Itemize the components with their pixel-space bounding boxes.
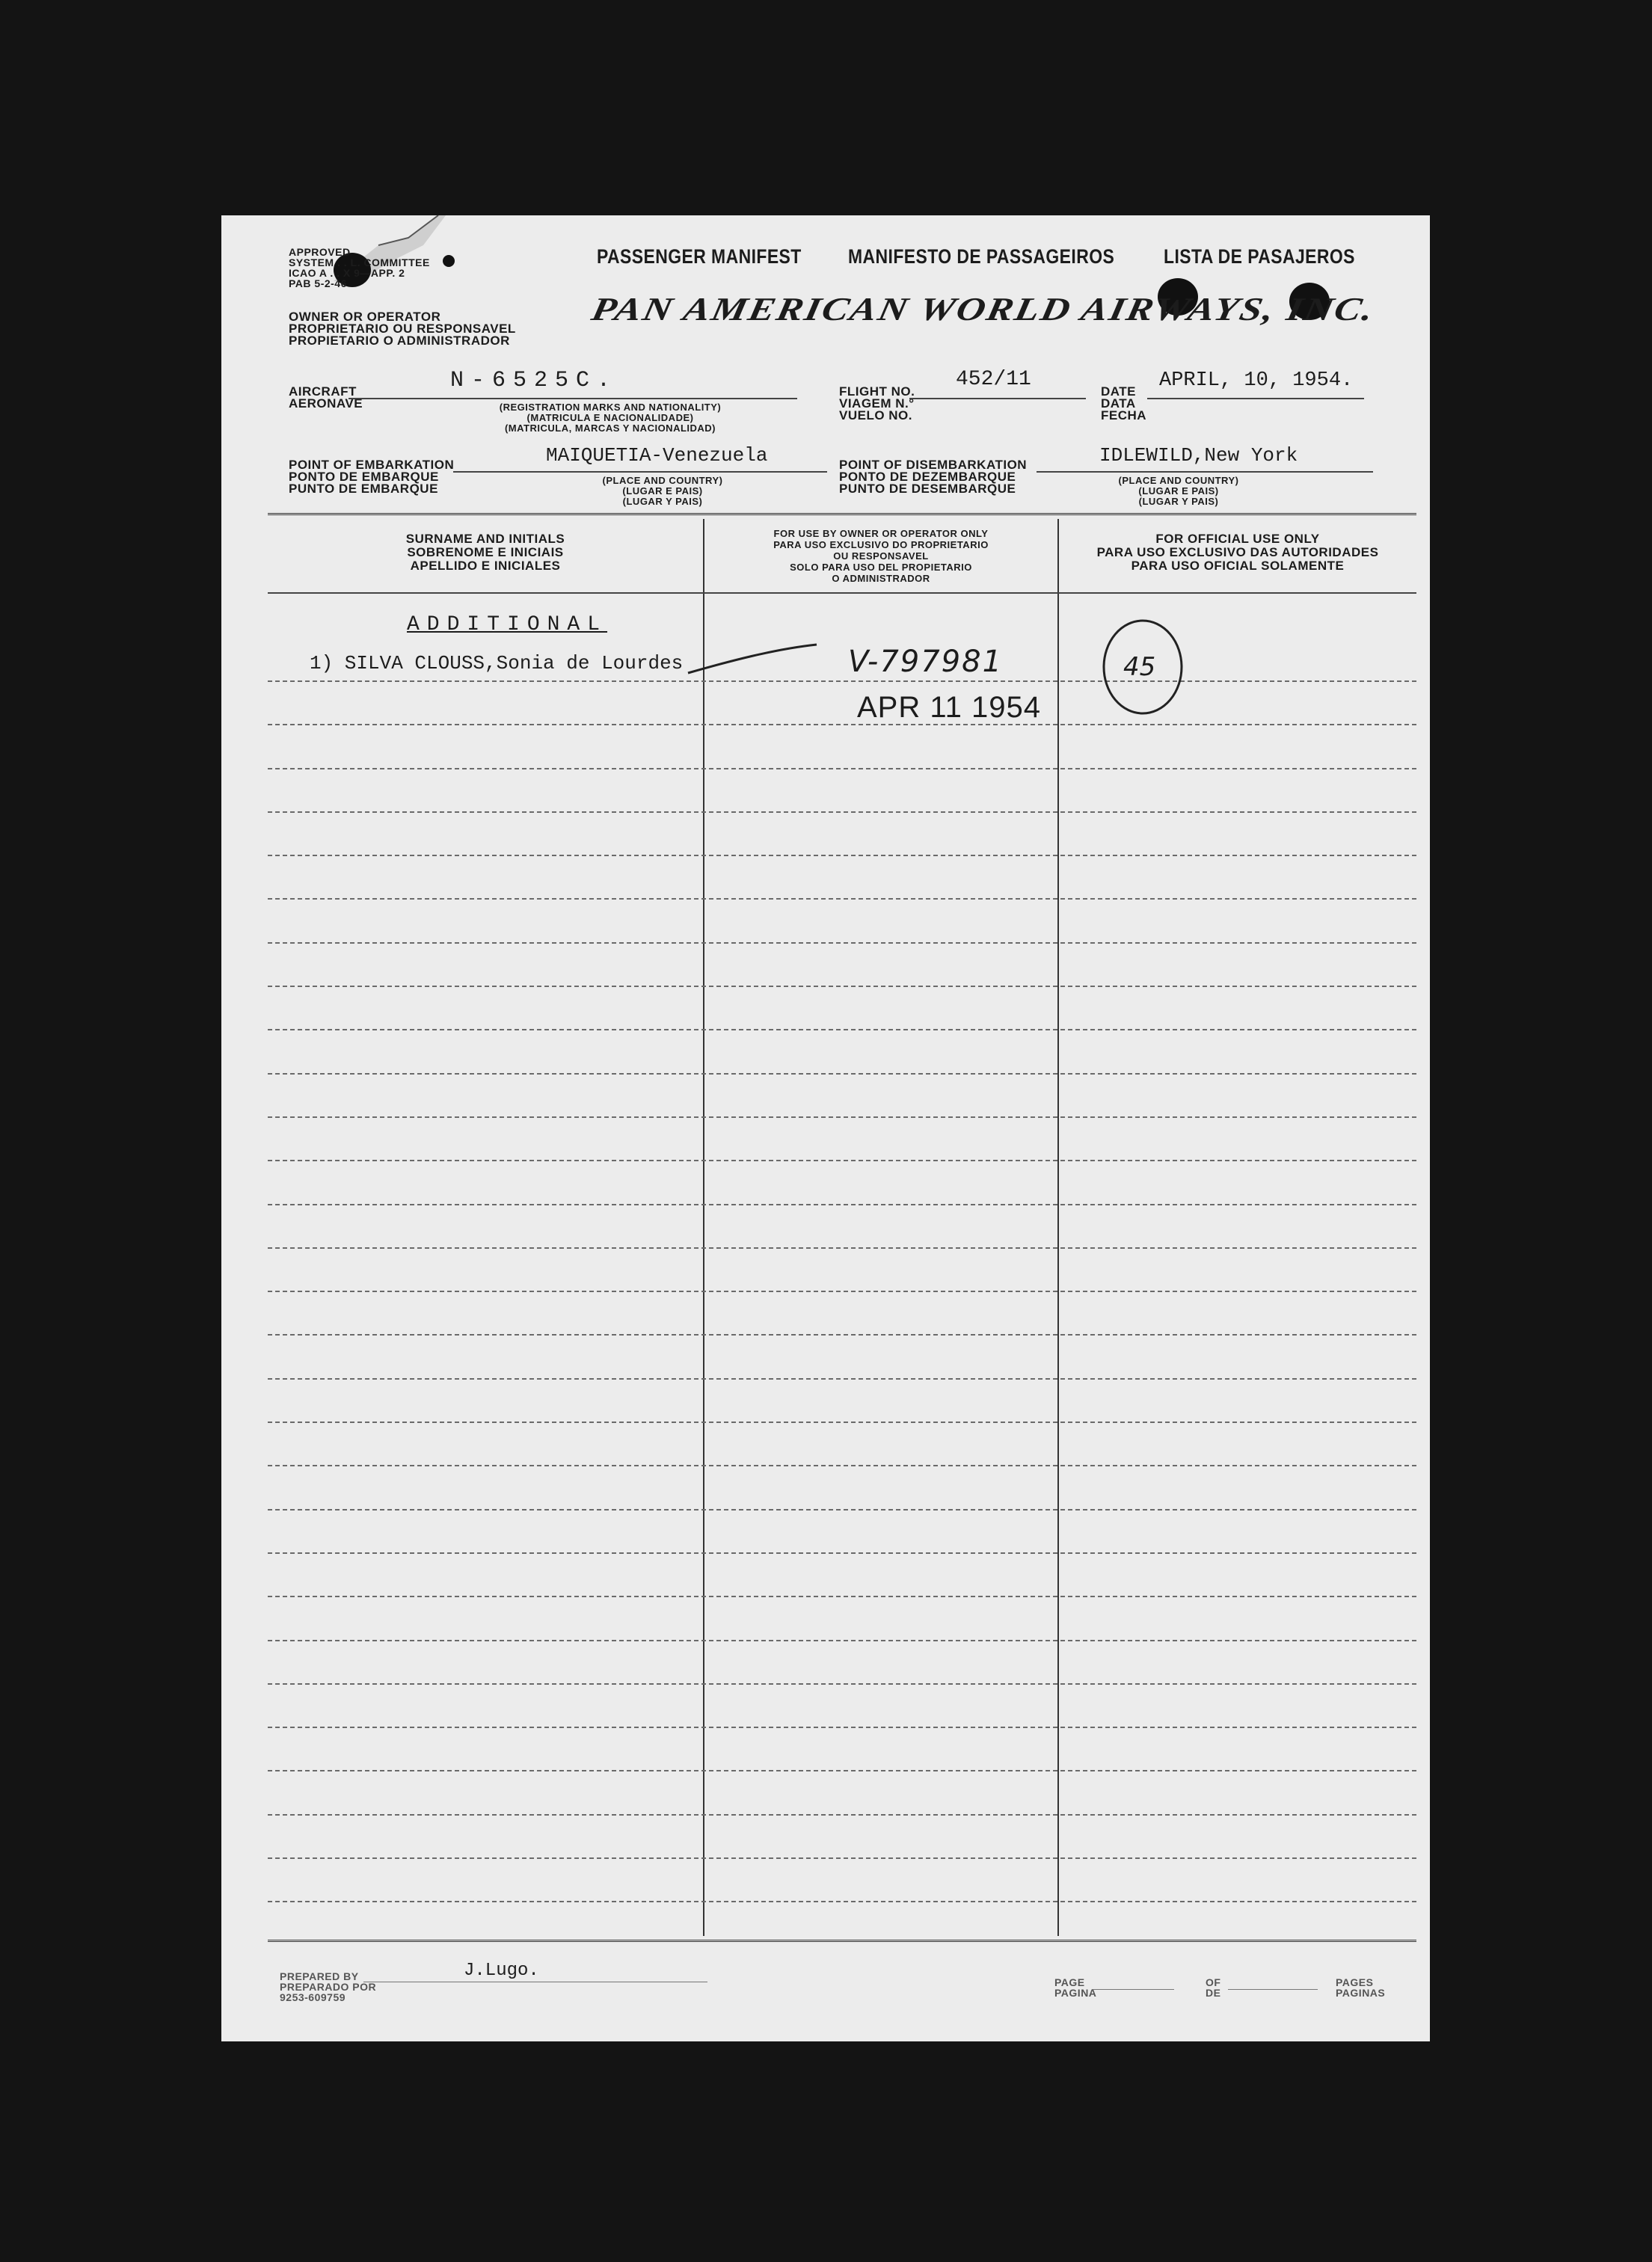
date-label-en: DATE [1101,384,1137,399]
page-label-en: PAGE [1054,1976,1085,1988]
approval-line-4: PAB 5-2-46 [289,277,347,289]
of-label-en: OF [1206,1976,1221,1988]
column-header-names-en: SURNAME AND INITIALS [405,532,565,546]
page-label-es: PAGINA [1054,1987,1097,1999]
pages-label-en: PAGES [1336,1976,1374,1988]
entries-heading: ADDITIONAL [407,613,608,636]
disembark-label-es: PUNTO DE DESEMBARQUE [839,482,1016,496]
disembark-sub-1: (PLACE AND COUNTRY) [1118,475,1239,486]
date-label-pt: DATA [1101,396,1136,411]
prepared-label-en: PREPARED BY [280,1970,359,1982]
flight-label-pt: VIAGEM N.° [839,396,915,411]
embark-label-es: PUNTO DE EMBARQUE [289,482,438,496]
column-header-owner-2: PARA USO EXCLUSIVO DO PROPRIETARIO [773,539,989,550]
ruled-line [268,1683,1416,1685]
disembark-sub-2: (LUGAR E PAIS) [1138,485,1219,497]
ruled-line [268,1378,1416,1380]
disembark-sublabels [1066,476,1291,507]
ruled-line [268,898,1416,900]
embark-value: MAIQUETIA-Venezuela [546,444,768,467]
ruled-line [268,1291,1416,1292]
ruled-line [268,1857,1416,1859]
flight-labels [839,386,915,422]
date-labels [1101,386,1146,422]
column-header-owner-1: FOR USE BY OWNER OR OPERATOR ONLY [773,528,989,539]
column-header-owner [704,528,1057,584]
aircraft-underline [348,398,797,399]
date-label-es: FECHA [1101,408,1147,422]
embark-sub-1: (PLACE AND COUNTRY) [602,475,723,486]
aircraft-sub-1: (REGISTRATION MARKS AND NATIONALITY) [499,402,722,413]
ruled-line [268,1247,1416,1249]
approval-line-1: APPROVED [289,246,351,258]
disembark-underline [1037,471,1373,473]
title-english: PASSENGER MANIFEST [597,245,802,268]
date-underline [1147,398,1364,399]
approval-block [289,247,430,289]
ruled-line [268,1509,1416,1510]
title-spanish: LISTA DE PASAJEROS [1164,245,1355,268]
table-top-border [268,513,1416,515]
pages-label-es: PAGINAS [1336,1987,1386,1999]
approval-line-2: SYSTEM . . L. COMMITTEE [289,256,430,268]
title-portuguese: MANIFESTO DE PASSAGEIROS [848,245,1115,268]
column-divider-2 [1057,519,1059,1936]
ruled-line [268,1422,1416,1423]
ruled-line [268,1334,1416,1336]
official-value: 45 [1123,652,1156,682]
ruled-line [268,724,1416,725]
approval-line-3: ICAO A . . X 9—APP. 2 [289,267,405,279]
column-header-owner-3: OU RESPONSAVEL [833,550,929,562]
ruled-line [268,1640,1416,1641]
flight-label-es: VUELO NO. [839,408,913,422]
passenger-name: 1) SILVA CLOUSS,Sonia de Lourdes [310,652,684,674]
disembark-label-pt: PONTO DE DEZEMBARQUE [839,470,1016,484]
column-header-owner-5: O ADMINISTRADOR [832,573,930,584]
flight-underline [909,398,1086,399]
aircraft-sublabels [461,402,760,434]
column-header-official-pt: PARA USO EXCLUSIVO DAS AUTORIDADES [1096,545,1379,559]
date-value: APRIL, 10, 1954. [1159,369,1354,392]
header-bottom-rule [268,592,1416,594]
manifest-sheet [221,215,1430,2041]
flight-value: 452/11 [956,368,1031,391]
ruled-line [268,1073,1416,1075]
ruled-line [268,1465,1416,1466]
ruled-line [268,1596,1416,1597]
owner-label-es: PROPIETARIO O ADMINISTRADOR [289,334,510,348]
owner-labels [289,311,516,347]
page-underline [1092,1989,1174,1990]
column-divider-1 [703,519,704,1936]
ruled-line [268,811,1416,813]
ruled-line [268,1204,1416,1205]
prepared-labels [280,1971,376,2003]
disembark-label-en: POINT OF DISEMBARKATION [839,458,1028,472]
owner-value: PAN AMERICAN WORLD AIRWAYS, INC. [588,291,1379,328]
aircraft-sub-3: (MATRICULA, MARCAS Y NACIONALIDAD) [504,422,716,434]
of-underline [1228,1989,1318,1990]
column-header-names-es: APELLIDO E INICIALES [410,559,561,573]
ruled-line [268,1160,1416,1161]
embark-underline [453,471,827,473]
ruled-line [268,1770,1416,1771]
pages-labels [1336,1977,1385,1998]
table-bottom-border [268,1940,1416,1942]
column-header-official-es: PARA USO OFICIAL SOLAMENTE [1131,559,1345,573]
owner-note-value: V-797981 [848,645,1004,679]
embark-sub-3: (LUGAR Y PAIS) [622,496,703,507]
embark-sub-2: (LUGAR E PAIS) [622,485,703,497]
flight-label-en: FLIGHT NO. [839,384,915,399]
aircraft-sub-2: (MATRICULA E NACIONALIDADE) [526,412,694,423]
disembark-labels [839,459,1027,495]
ruled-line [268,1029,1416,1030]
embark-sublabels [550,476,775,507]
disembark-value: IDLEWILD,New York [1099,444,1298,467]
pen-stroke-line [685,634,820,679]
disembark-sub-3: (LUGAR Y PAIS) [1138,496,1219,507]
column-header-official [1059,532,1416,573]
ruled-line [268,855,1416,856]
embark-label-pt: PONTO DE EMBARQUE [289,470,439,484]
owner-label-en: OWNER OR OPERATOR [289,310,441,324]
ruled-line [268,1901,1416,1902]
ruled-line [268,1552,1416,1554]
page-labels [1054,1977,1096,1998]
ruled-line [268,1727,1416,1728]
column-header-names-pt: SOBRENOME E INICIAIS [407,545,564,559]
ruled-line [268,768,1416,769]
ruled-line [268,1116,1416,1118]
ruled-line [268,942,1416,944]
aircraft-value: N-6525C. [450,368,618,393]
date-stamp: APR 11 1954 [857,691,1041,724]
prepared-value: J.Lugo. [464,1961,539,1981]
owner-label-pt: PROPRIETARIO OU RESPONSAVEL [289,322,516,336]
aircraft-label-en: AIRCRAFT [289,384,357,399]
ruled-line [268,986,1416,987]
embark-labels [289,459,454,495]
ruled-line [268,680,1416,682]
ruled-line [268,1814,1416,1816]
column-header-names [268,532,703,573]
form-number: 9253-609759 [280,1991,346,2003]
column-header-official-en: FOR OFFICIAL USE ONLY [1155,532,1320,546]
punch-hole-small [443,255,455,267]
of-label-es: DE [1206,1987,1221,1999]
aircraft-label-pt: AERONAVE [289,396,363,411]
of-labels [1206,1977,1220,1998]
prepared-label-pt: PREPARADO POR [280,1981,377,1993]
column-header-owner-4: SOLO PARA USO DEL PROPIETARIO [790,562,972,573]
embark-label-en: POINT OF EMBARKATION [289,458,455,472]
